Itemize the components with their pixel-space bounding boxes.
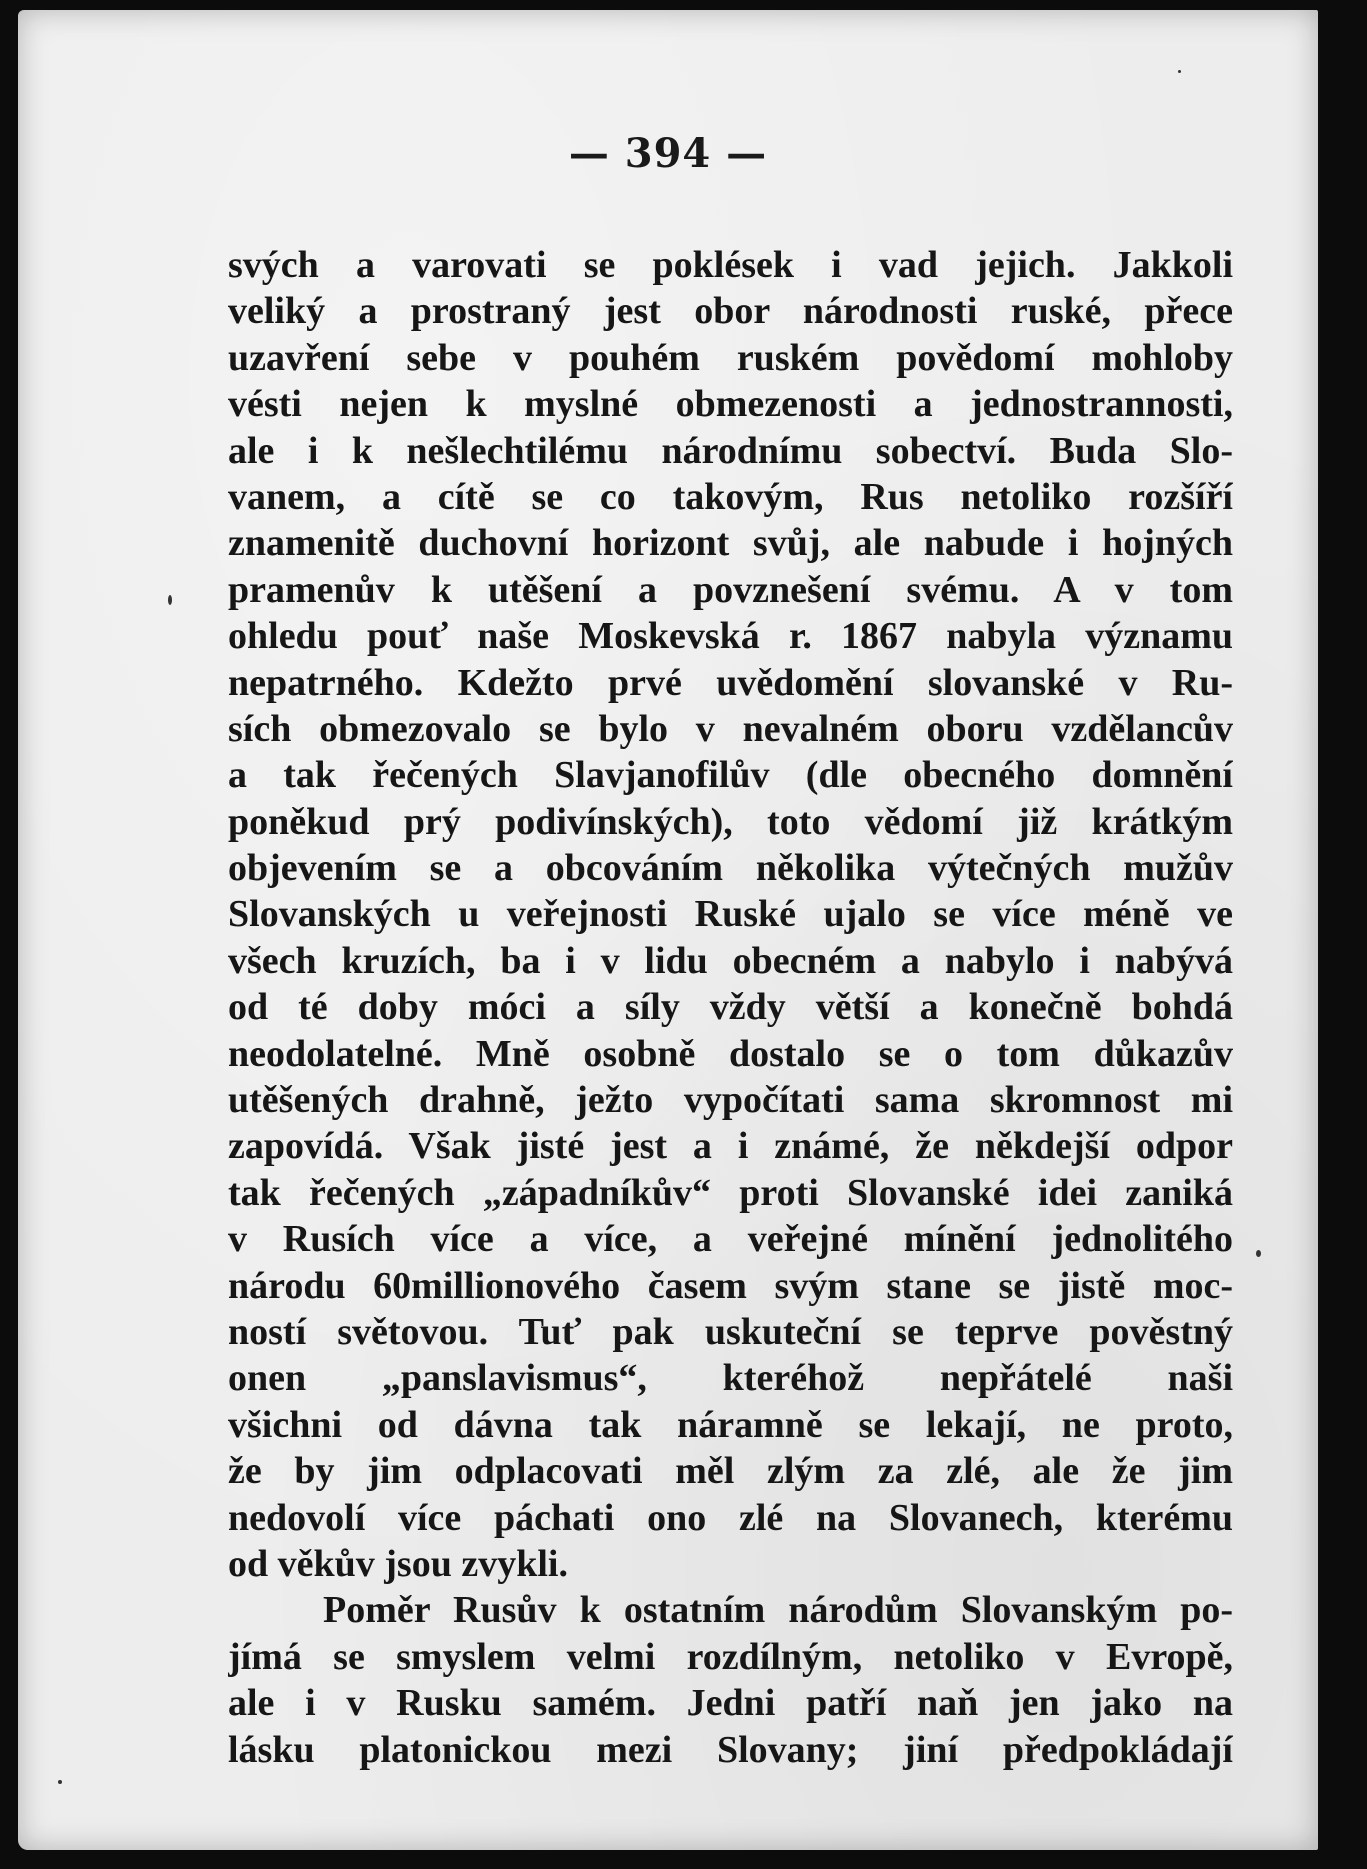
text-line: svých a varovati se poklések i vad jejich. Jakkoli	[228, 244, 1233, 286]
text-line: neodolatelné. Mně osobně dostalo se o tom důkazův	[228, 1032, 1233, 1075]
text-line: od věkův jsou zvykli.	[228, 1542, 568, 1585]
text-line: a tak řečených Slavjanofilův (dle obecného domnění	[228, 754, 1233, 797]
text-line: uzavření sebe v pouhém ruském povědomí mohloby	[228, 336, 1233, 379]
text-line: v Rusích více a více, a veřejné mínění jednolitého	[228, 1218, 1233, 1261]
text-line: jímá se smyslem velmi rozdílným, netoliko v Evropě,	[228, 1635, 1233, 1678]
text-line: vanem, a cítě se co takovým, Rus netoliko rozšíří	[228, 475, 1233, 518]
paper-speck	[1178, 70, 1181, 73]
text-line: znamenitě duchovní horizont svůj, ale nabude i hojných	[228, 522, 1233, 565]
text-line: tak řečených „západníkův“ proti Slovanské idei zaniká	[228, 1171, 1233, 1214]
text-line: vésti nejen k myslné obmezenosti a jednostrannosti,	[228, 383, 1233, 426]
text-line: sích obmezovalo se bylo v nevalném oboru vzdělancův	[228, 707, 1233, 750]
text-line: ale i k nešlechtilému národnímu sobectví. Buda Slo-	[228, 429, 1233, 472]
text-line: všech kruzích, ba i v lidu obecném a nabylo i nabývá	[228, 939, 1233, 982]
body-text	[228, 242, 1233, 1773]
text-line: objevením se a obcováním několika výtečných mužův	[228, 847, 1233, 890]
paper-speck	[58, 1780, 62, 1784]
text-line: pramenův k utěšení a povznešení svému. A v tom	[228, 568, 1233, 611]
text-line: nepatrného. Kdežto prvé uvědomění slovanské v Ru-	[228, 661, 1233, 704]
text-line: Poměr Rusův k ostatním národům Slovanským po-	[323, 1589, 1233, 1632]
text-line: utěšených drahně, ježto vypočítati sama skromnost mi	[228, 1079, 1233, 1122]
text-line: od té doby móci a síly vždy větší a konečně bohdá	[228, 986, 1233, 1029]
text-line: poněkud prý podivínských), toto vědomí již krátkým	[228, 800, 1233, 843]
text-line: ností světovou. Tuť pak uskuteční se teprve pověstný	[228, 1310, 1233, 1353]
text-line: zapovídá. Však jisté jest a i známé, že někdejší odpor	[228, 1125, 1233, 1168]
text-line: veliký a prostraný jest obor národnosti ruské, přece	[228, 290, 1233, 333]
text-line: lásku platonickou mezi Slovany; jiní předpokládají	[228, 1728, 1233, 1771]
paper-speck	[1256, 1250, 1261, 1257]
text-line: ohledu pouť naše Moskevská r. 1867 nabyla významu	[228, 615, 1233, 658]
text-line: onen „panslavismus“, kteréhož nepřátelé naši	[228, 1357, 1233, 1400]
text-line: nedovolí více páchati ono zlé na Slovanech, kterému	[228, 1496, 1233, 1539]
book-page	[18, 10, 1318, 1850]
paper-speck	[168, 595, 172, 605]
page-number: — 394 —	[568, 130, 768, 177]
text-line: národu 60millionového časem svým stane se jistě moc-	[228, 1264, 1233, 1307]
text-line: ale i v Rusku samém. Jedni patří naň jen jako na	[228, 1682, 1233, 1725]
text-line: že by jim odplacovati měl zlým za zlé, ale že jim	[228, 1450, 1233, 1493]
text-line: všichni od dávna tak náramně se lekají, ne proto,	[228, 1403, 1233, 1446]
text-line: Slovanských u veřejnosti Ruské ujalo se více méně ve	[228, 893, 1233, 936]
